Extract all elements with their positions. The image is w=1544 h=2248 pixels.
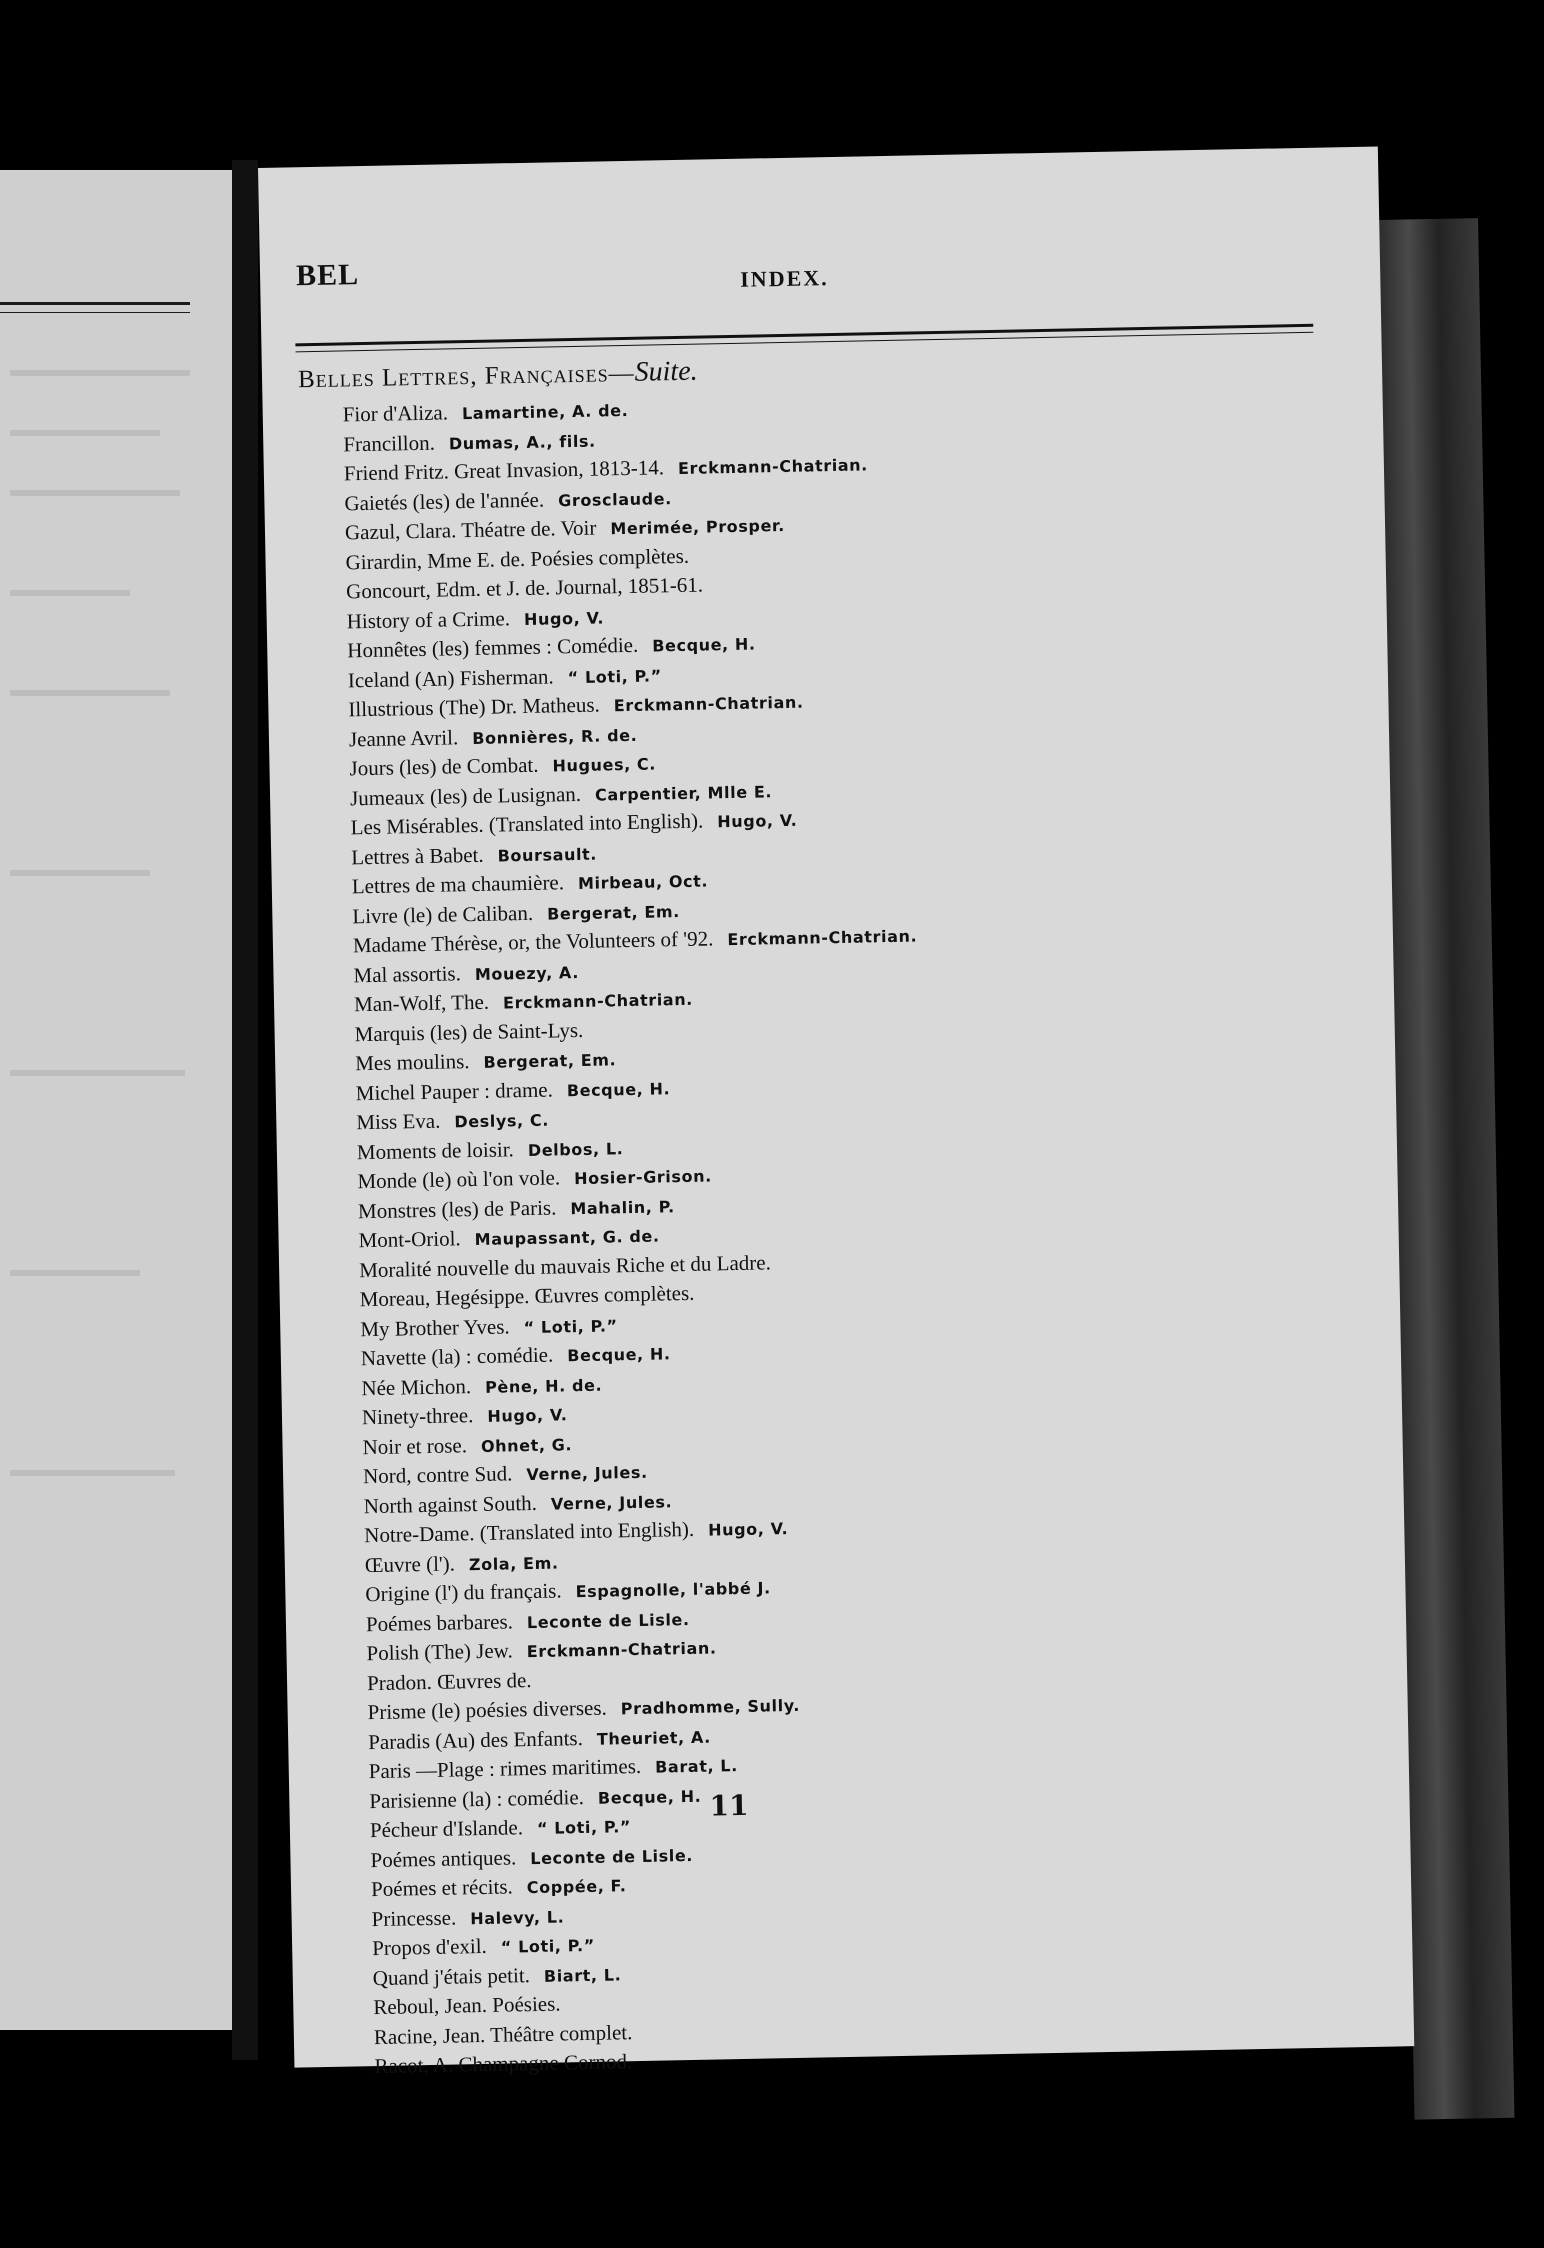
- entry-author: Coppée, F.: [526, 1876, 627, 1898]
- entry-author: Verne, Jules.: [526, 1462, 648, 1485]
- entry-author: “ Loti, P.”: [500, 1935, 596, 1957]
- entry-author: Hugo, V.: [523, 607, 605, 629]
- entry-author: Ohnet, G.: [480, 1434, 573, 1456]
- page-title: INDEX.: [739, 265, 829, 292]
- entry-title: Nord, contre Sud.: [362, 1461, 513, 1489]
- entry-title: Francillon.: [343, 430, 436, 456]
- entry-title: Princesse.: [371, 1905, 457, 1931]
- facing-page-bleed: [10, 590, 130, 596]
- entry-author: Boursault.: [497, 844, 598, 866]
- entry-title: Gazul, Clara. Théatre de. Voir: [344, 515, 597, 545]
- entry-author: Mouezy, A.: [474, 962, 580, 984]
- entry-author: Grosclaude.: [557, 488, 672, 510]
- entry-title: Moments de loisir.: [356, 1136, 515, 1164]
- facing-page-bleed: [10, 1070, 185, 1076]
- entry-author: Delbos, L.: [527, 1138, 624, 1160]
- entry-author: Theuriet, A.: [596, 1727, 712, 1749]
- entry-author: Hosier-Grison.: [573, 1166, 712, 1189]
- section-title: Belles Lettres, Françaises—: [297, 359, 635, 394]
- entry-title: Jours (les) de Combat.: [349, 752, 539, 781]
- entry-title: Les Misérables. (Translated into English).: [350, 808, 704, 840]
- entry-title: Poémes antiques.: [370, 1844, 517, 1872]
- facing-page-edge: [0, 170, 232, 2030]
- entry-author: Pradhomme, Sully.: [620, 1695, 801, 1719]
- section-heading: [298, 356, 698, 396]
- entry-author: Merimée, Prosper.: [610, 515, 785, 539]
- entry-title: Goncourt, Edm. et J. de. Journal, 1851-61.: [345, 572, 704, 604]
- entry-title: Michel Pauper : drame.: [355, 1077, 554, 1105]
- entry-title: Gaietés (les) de l'année.: [344, 487, 545, 515]
- running-head: BEL: [295, 258, 360, 293]
- entry-title: North against South.: [363, 1490, 538, 1518]
- entry-title: Man-Wolf, The.: [353, 989, 490, 1017]
- entry-title: Racot, A. Champagne Cornod.: [374, 2049, 633, 2079]
- entry-title: My Brother Yves.: [360, 1313, 510, 1341]
- entry-author: Dumas, A., fils.: [448, 431, 596, 453]
- entry-title: Mes moulins.: [354, 1049, 470, 1076]
- facing-page-bleed: [10, 1470, 175, 1476]
- entry-author: Hugo, V.: [717, 810, 798, 832]
- entry-title: Lettres de ma chaumière.: [351, 870, 565, 899]
- entry-title: Mont-Oriol.: [358, 1226, 461, 1253]
- entry-author: Pène, H. de.: [484, 1375, 603, 1397]
- facing-page-bleed: [10, 870, 150, 876]
- entry-author: Erckmann-Chatrian.: [677, 455, 869, 478]
- entry-title: Jumeaux (les) de Lusignan.: [349, 781, 582, 810]
- entry-author: Mirbeau, Oct.: [577, 871, 709, 893]
- entry-author: Hugo, V.: [487, 1405, 568, 1426]
- entry-author: Becque, H.: [597, 1786, 702, 1808]
- entry-title: Reboul, Jean. Poésies.: [373, 1991, 561, 2020]
- entry-author: Bergerat, Em.: [546, 901, 681, 924]
- entry-author: Becque, H.: [567, 1344, 671, 1366]
- entry-author: Bonnières, R. de.: [472, 725, 638, 748]
- entry-author: Mahalin, P.: [570, 1196, 675, 1218]
- entry-author: Leconte de Lisle.: [530, 1845, 694, 1868]
- entry-author: Erckmann-Chatrian.: [727, 926, 918, 950]
- entry-title: Mal assortis.: [353, 960, 462, 987]
- entry-title: Illustrious (The) Dr. Matheus.: [348, 692, 600, 722]
- entry-author: “ Loti, P.”: [523, 1315, 618, 1337]
- facing-page-bleed: [10, 690, 170, 696]
- entry-title: Livre (le) de Caliban.: [352, 900, 534, 928]
- entry-author: Bergerat, Em.: [483, 1050, 617, 1072]
- entry-author: Erckmann-Chatrian.: [526, 1638, 717, 1662]
- entry-title: Œuvre (l').: [364, 1550, 456, 1577]
- entry-title: Ninety-three.: [361, 1403, 474, 1430]
- entry-title: Paradis (Au) des Enfants.: [368, 1725, 584, 1754]
- entry-title: Polish (The) Jew.: [366, 1638, 513, 1666]
- entry-author: Deslys, C.: [454, 1110, 550, 1132]
- entry-author: Erckmann-Chatrian.: [502, 989, 694, 1013]
- entry-title: Fior d'Aliza.: [342, 400, 449, 427]
- entry-title: Honnêtes (les) femmes : Comédie.: [347, 632, 639, 663]
- entry-author: Lamartine, A. de.: [461, 400, 629, 424]
- entry-title: Monstres (les) de Paris.: [357, 1194, 557, 1223]
- index-entry-list: [342, 390, 938, 2082]
- entry-author: Maupassant, G. de.: [474, 1226, 660, 1250]
- entry-author: Zola, Em.: [468, 1552, 559, 1574]
- entry-title: Noir et rose.: [362, 1432, 468, 1459]
- entry-author: Becque, H.: [566, 1078, 671, 1100]
- entry-author: Erckmann-Chatrian.: [613, 692, 804, 716]
- entry-title: Moralité nouvelle du mauvais Riche et du Ladre.: [358, 1249, 772, 1282]
- entry-author: Barat, L.: [654, 1756, 738, 1777]
- facing-page-rule: [0, 302, 190, 305]
- entry-title: Navette (la) : comédie.: [360, 1342, 554, 1371]
- entry-title: Racine, Jean. Théâtre complet.: [373, 2019, 633, 2049]
- entry-author: Hugues, C.: [552, 754, 657, 776]
- page-number: 11: [709, 1788, 749, 1823]
- facing-page-bleed: [10, 370, 190, 376]
- entry-title: Monde (le) où l'on vole.: [357, 1165, 561, 1194]
- entry-title: Iceland (An) Fisherman.: [347, 663, 554, 692]
- facing-page-bleed: [10, 490, 180, 496]
- entry-author: Espagnolle, l'abbé J.: [575, 1578, 771, 1602]
- entry-author: Carpentier, Mlle E.: [594, 781, 773, 805]
- entry-title: Lettres à Babet.: [351, 842, 484, 869]
- entry-title: Pécheur d'Islande.: [369, 1815, 524, 1843]
- entry-title: Pradon. Œuvres de.: [366, 1667, 532, 1695]
- entry-title: Jeanne Avril.: [348, 724, 459, 751]
- entry-title: Marquis (les) de Saint-Lys.: [354, 1017, 584, 1046]
- entry-title: Prisme (le) poésies diverses.: [367, 1695, 607, 1725]
- entry-title: Friend Fritz. Great Invasion, 1813-14.: [343, 455, 665, 486]
- entry-title: Parisienne (la) : comédie.: [369, 1784, 585, 1813]
- entry-author: “ Loti, P.”: [567, 665, 662, 687]
- entry-title: Propos d'exil.: [371, 1933, 488, 1961]
- entry-author: Hugo, V.: [707, 1519, 789, 1540]
- entry-author: Halevy, L.: [470, 1906, 565, 1928]
- entry-title: Notre-Dame. (Translated into English).: [364, 1516, 695, 1548]
- entry-author: Becque, H.: [652, 634, 756, 656]
- facing-page-bleed: [10, 430, 160, 436]
- facing-page-bleed: [10, 1270, 140, 1276]
- entry-title: Girardin, Mme E. de. Poésies complètes.: [345, 543, 690, 574]
- entry-author: Leconte de Lisle.: [526, 1609, 690, 1632]
- entry-author: “ Loti, P.”: [536, 1817, 632, 1838]
- entry-title: Née Michon.: [361, 1373, 472, 1400]
- section-suffix: Suite.: [634, 355, 698, 388]
- entry-title: History of a Crime.: [346, 605, 511, 633]
- entry-title: Moreau, Hegésippe. Œuvres complètes.: [359, 1280, 695, 1312]
- entry-title: Quand j'étais petit.: [372, 1962, 531, 1990]
- entry-title: Paris —Plage : rimes maritimes.: [368, 1753, 642, 1784]
- entry-author: Verne, Jules.: [550, 1491, 673, 1514]
- book-gutter: [232, 160, 258, 2060]
- facing-page-rule: [0, 312, 190, 313]
- entry-author: Biart, L.: [543, 1964, 622, 1986]
- entry-title: Poémes barbares.: [365, 1608, 514, 1636]
- index-page: [258, 146, 1414, 2079]
- entry-title: Origine (l') du français.: [365, 1578, 562, 1607]
- entry-title: Miss Eva.: [356, 1108, 441, 1135]
- entry-title: Poémes et récits.: [370, 1874, 513, 1902]
- entry-title: Madame Thérèse, or, the Volunteers of '92.: [352, 926, 714, 958]
